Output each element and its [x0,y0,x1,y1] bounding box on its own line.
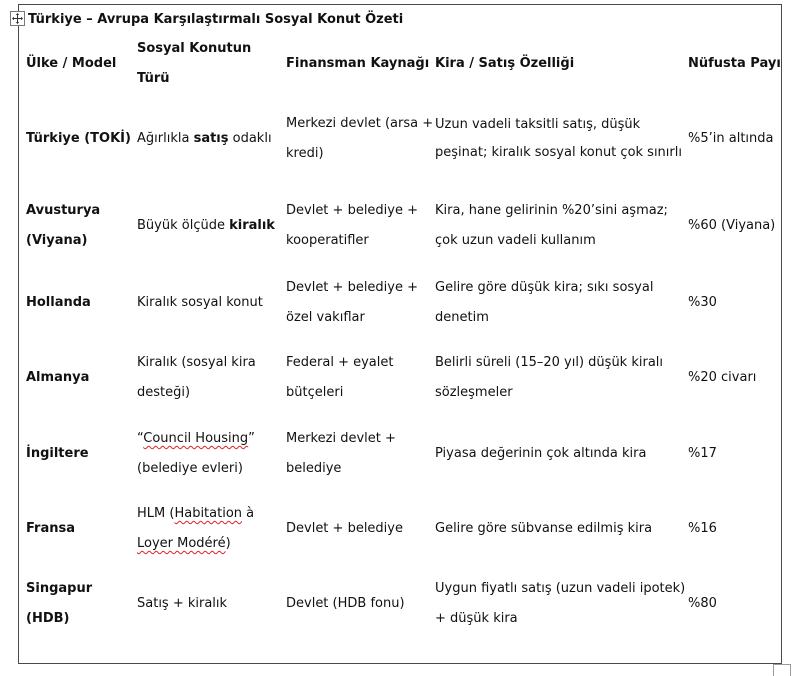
header-feature: Kira / Satış Özelliği [435,56,575,71]
finance-cell: Merkezi devlet + belediye [286,431,396,476]
table-resize-handle[interactable] [773,664,791,676]
comparison-table [26,32,782,634]
country-cell: Türkiye (TOKİ) [26,130,131,146]
table-row [26,574,782,634]
finance-cell: Devlet + belediye [286,521,403,536]
table-row [26,348,782,408]
share-cell: %5’in altında [688,130,774,146]
country-cell: Fransa [26,521,75,536]
feature-cell: Gelire göre düşük kira; sıkı sosyal denetim [435,280,654,325]
type-cell: Ağırlıkla satış odaklı [137,130,272,146]
country-cell: Avusturya (Viyana) [26,203,101,248]
table-move-handle[interactable] [10,11,25,26]
share-cell: %17 [688,446,717,461]
move-icon [12,9,23,28]
table-row [26,96,782,181]
finance-cell: Merkezi devlet (arsa + kredi) [286,115,434,161]
finance-cell: Federal + eyalet bütçeleri [286,355,394,400]
header-share: Nüfusta Payı [688,56,781,71]
feature-cell: Gelire göre sübvanse edilmiş kira [435,521,653,536]
type-cell: “Council Housing” (belediye evleri) [137,431,255,476]
header-finance: Finansman Kaynağı [286,56,430,71]
country-cell: Singapur (HDB) [26,581,93,626]
table-row [26,424,782,484]
table-row [26,273,782,333]
share-cell: %60 (Viyana) [688,218,776,233]
table-row [26,194,782,258]
country-cell: Almanya [26,370,90,385]
feature-cell: Uygun fiyatlı satış (uzun vadeli ipotek) + düşük kira [435,581,686,626]
type-cell: HLM (Habitation à Loyer Modéré) [137,506,255,551]
share-cell: %16 [688,521,717,536]
header-type: Sosyal Konutun Türü [137,41,252,86]
finance-cell: Devlet + belediye + kooperatifler [286,203,419,248]
share-cell: %80 [688,596,717,611]
share-cell: %30 [688,295,717,310]
header-country: Ülke / Model [26,56,117,71]
share-cell: %20 civarı [688,370,757,385]
feature-cell: Belirli süreli (15–20 yıl) düşük kiralı sözleşmeler [435,355,664,400]
table-row [26,499,782,559]
feature-cell: Uzun vadeli taksitli satış, düşük peşinat; kiralık sosyal konut çok sınırlı [435,116,682,160]
finance-cell: Devlet (HDB fonu) [286,596,405,611]
type-cell: Büyük ölçüde kiralık [137,218,275,233]
table-title: Türkiye – Avrupa Karşılaştırmalı Sosyal Konut Özeti [28,12,404,27]
type-cell: Kiralık (sosyal kira desteği) [137,355,256,400]
country-cell: Hollanda [26,295,91,310]
feature-cell: Kira, hane gelirinin %20’sini aşmaz; çok uzun vadeli kullanım [435,203,668,248]
type-cell: Kiralık sosyal konut [137,295,263,310]
finance-cell: Devlet + belediye + özel vakıflar [286,280,419,325]
country-cell: İngiltere [26,446,89,461]
feature-cell: Piyasa değerinin çok altında kira [435,446,647,461]
header-row [26,32,782,96]
type-cell: Satış + kiralık [137,596,228,611]
